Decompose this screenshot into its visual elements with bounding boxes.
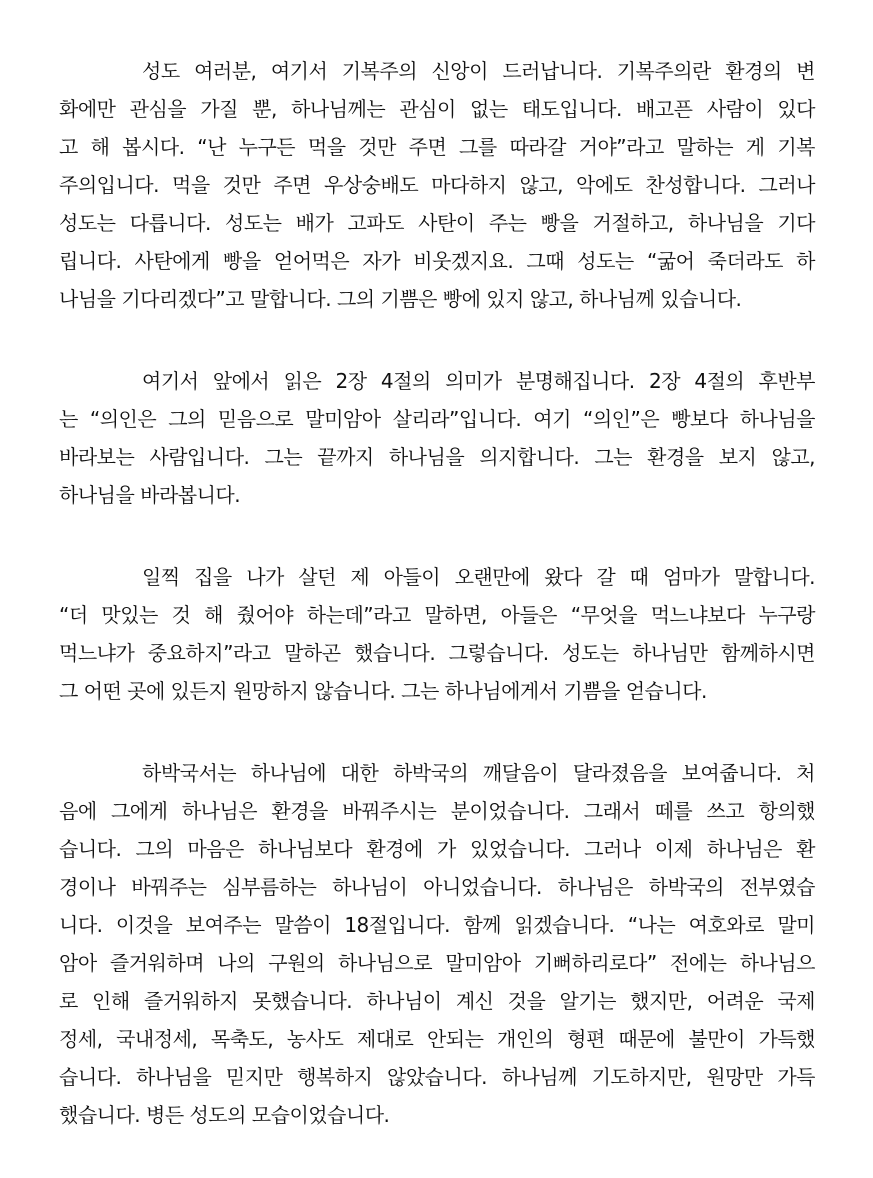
paragraph	[59, 558, 815, 710]
text-line: 니다. 이것을 보여주는 말씀이 18절입니다. 함께 읽겠습니다. “나는 여호와로 말미	[59, 913, 815, 937]
text-line: 하박국서는 하나님에 대한 하박국의 깨달음이 달라졌음을 보여줍니다. 처	[142, 761, 815, 785]
text-line: 성도 여러분, 여기서 기복주의 신앙이 드러납니다. 기복주의란 환경의 변	[142, 59, 815, 83]
paragraph	[59, 362, 815, 514]
text-line: 여기서 앞에서 읽은 2장 4절의 의미가 분명해집니다. 2장 4절의 후반부	[142, 369, 815, 393]
text-line: 습니다. 하나님을 믿지만 행복하지 않았습니다. 하나님께 기도하지만, 원망만 가득	[59, 1065, 815, 1089]
text-line: 바라보는 사람입니다. 그는 끝까지 하나님을 의지합니다. 그는 환경을 보지 않고,	[59, 445, 815, 469]
text-line: 나님을 기다리겠다”고 말합니다. 그의 기쁨은 빵에 있지 않고, 하나님께 있습니다.	[59, 287, 742, 311]
document-page	[59, 52, 815, 1178]
text-line: 그 어떤 곳에 있든지 원망하지 않습니다. 그는 하나님에게서 기쁨을 얻습니다.	[59, 679, 707, 703]
text-line: 하나님을 바라봅니다.	[59, 483, 241, 507]
text-line: 고 해 봅시다. “난 누구든 먹을 것만 주면 그를 따라갈 거야”라고 말하는 게 기복	[59, 135, 815, 159]
text-line: 암아 즐거워하며 나의 구원의 하나님으로 말미암아 기뻐하리로다” 전에는 하나님으	[59, 951, 815, 975]
paragraph	[59, 52, 815, 318]
text-line: “더 맛있는 것 해 줬어야 하는데”라고 말하면, 아들은 “무엇을 먹느냐보다 누구랑	[59, 603, 815, 627]
text-line: 로 인해 즐거워하지 못했습니다. 하나님이 계신 것을 알기는 했지만, 어려운 국제	[59, 989, 815, 1013]
text-line: 성도는 다릅니다. 성도는 배가 고파도 사탄이 주는 빵을 거절하고, 하나님을 기다	[59, 211, 815, 235]
text-line: 는 “의인은 그의 믿음으로 말미암아 살리라”입니다. 여기 “의인”은 빵보다 하나님을	[59, 407, 815, 431]
text-line: 정세, 국내정세, 목축도, 농사도 제대로 안되는 개인의 형편 때문에 불만이 가득했	[59, 1027, 815, 1051]
text-line: 습니다. 그의 마음은 하나님보다 환경에 가 있었습니다. 그러나 이제 하나님은 환	[59, 837, 815, 861]
text-line: 일찍 집을 나가 살던 제 아들이 오랜만에 왔다 갈 때 엄마가 말합니다.	[142, 565, 815, 589]
text-line: 립니다. 사탄에게 빵을 얻어먹은 자가 비웃겠지요. 그때 성도는 “굶어 죽더라도 하	[59, 249, 815, 273]
text-line: 경이나 바꿔주는 심부름하는 하나님이 아니었습니다. 하나님은 하박국의 전부였습	[59, 875, 815, 899]
text-line: 먹느냐가 중요하지”라고 말하곤 했습니다. 그렇습니다. 성도는 하나님만 함께하시면	[59, 641, 815, 665]
text-line: 했습니다. 병든 성도의 모습이었습니다.	[59, 1103, 390, 1127]
text-line: 음에 그에게 하나님은 환경을 바꿔주시는 분이었습니다. 그래서 떼를 쓰고 항의했	[59, 799, 815, 823]
text-line: 화에만 관심을 가질 뿐, 하나님께는 관심이 없는 태도입니다. 배고픈 사람이 있다	[59, 97, 815, 121]
paragraph	[59, 754, 815, 1134]
text-line: 주의입니다. 먹을 것만 주면 우상숭배도 마다하지 않고, 악에도 찬성합니다. 그러나	[59, 173, 815, 197]
